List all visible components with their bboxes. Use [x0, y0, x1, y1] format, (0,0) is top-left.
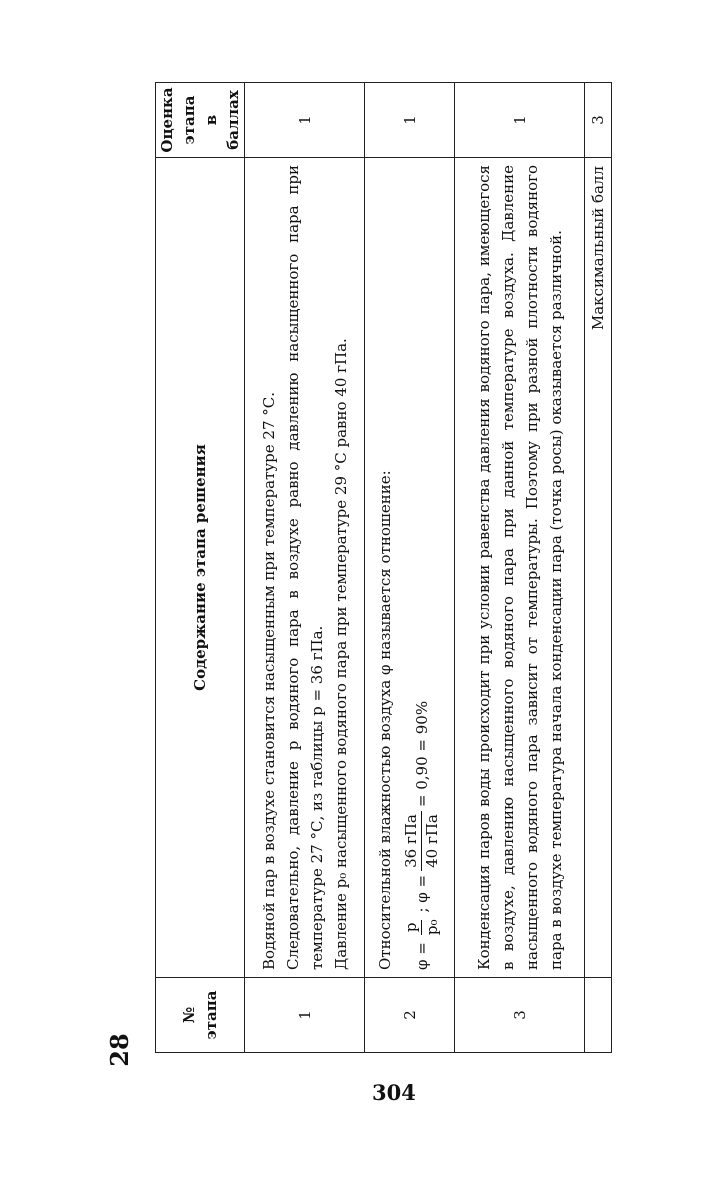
table-row [365, 83, 455, 1053]
stage-score: 1 [455, 83, 585, 158]
stage-number: 1 [245, 978, 365, 1053]
scoring-table [155, 82, 612, 1053]
stage-content [455, 158, 585, 978]
header-stage-number: № этапа [156, 978, 245, 1053]
formula-lhs: φ = [412, 942, 431, 970]
formula-middle: ; φ = [412, 874, 431, 913]
stage-line: Давление p₀ насыщенного водяного пара при температуре 29 °С равно 40 гПа. [331, 338, 350, 970]
stage-number: 3 [455, 978, 585, 1053]
fraction-p-over-p0 [401, 917, 442, 939]
problem-number: 28 [105, 1033, 134, 1067]
stage-number: 2 [365, 978, 455, 1053]
fraction-denominator: p₀ [423, 919, 441, 936]
table-row [455, 83, 585, 1053]
rotated-table-container [155, 83, 607, 1053]
stage-content [365, 158, 455, 978]
page-number: 304 [372, 1080, 416, 1105]
header-stage-score: Оценка этапа в баллах [156, 83, 245, 158]
max-score-label: Максимальный балл [585, 158, 612, 978]
stage-content [245, 158, 365, 978]
stage-line: Конденсация паров воды происходит при условии равенства давления водяного пара, имеющегося в воздухе, давлению насыщенного водяного пара при данной температуре воздуха. Давление насыщенного водяного пара зависит от температуры. Поэтому при разной плотности водяного пара в воздухе температура начала конденсации пара (точка росы) оказывается различной. [474, 165, 565, 970]
table-header-row [156, 83, 245, 1053]
header-stage-content: Содержание этапа решения [156, 158, 245, 978]
formula-result: = 0,90 = 90% [412, 700, 431, 808]
fraction-numerator: p [401, 920, 422, 936]
stage-score: 1 [365, 83, 455, 158]
fraction-numerator: 36 гПа [401, 811, 422, 871]
max-empty-cell [585, 978, 612, 1053]
humidity-formula [397, 165, 446, 970]
stage-line: Водяной пар в воздухе становится насыщенным при температуре 27 °С. [259, 391, 278, 970]
max-score-value: 3 [585, 83, 612, 158]
table-row [245, 83, 365, 1053]
max-score-row [585, 83, 612, 1053]
fraction-pressure-values [401, 811, 442, 871]
stage-line: Относительной влажностью воздуха φ называется отношение: [376, 470, 394, 970]
stage-score: 1 [245, 83, 365, 158]
fraction-denominator: 40 гПа [423, 814, 441, 868]
stage-line: Следовательно, давление p водяного пара в воздухе равно давлению насыщенного пара при температуре 27 °С, из таблицы p = 36 гПа. [283, 165, 326, 970]
